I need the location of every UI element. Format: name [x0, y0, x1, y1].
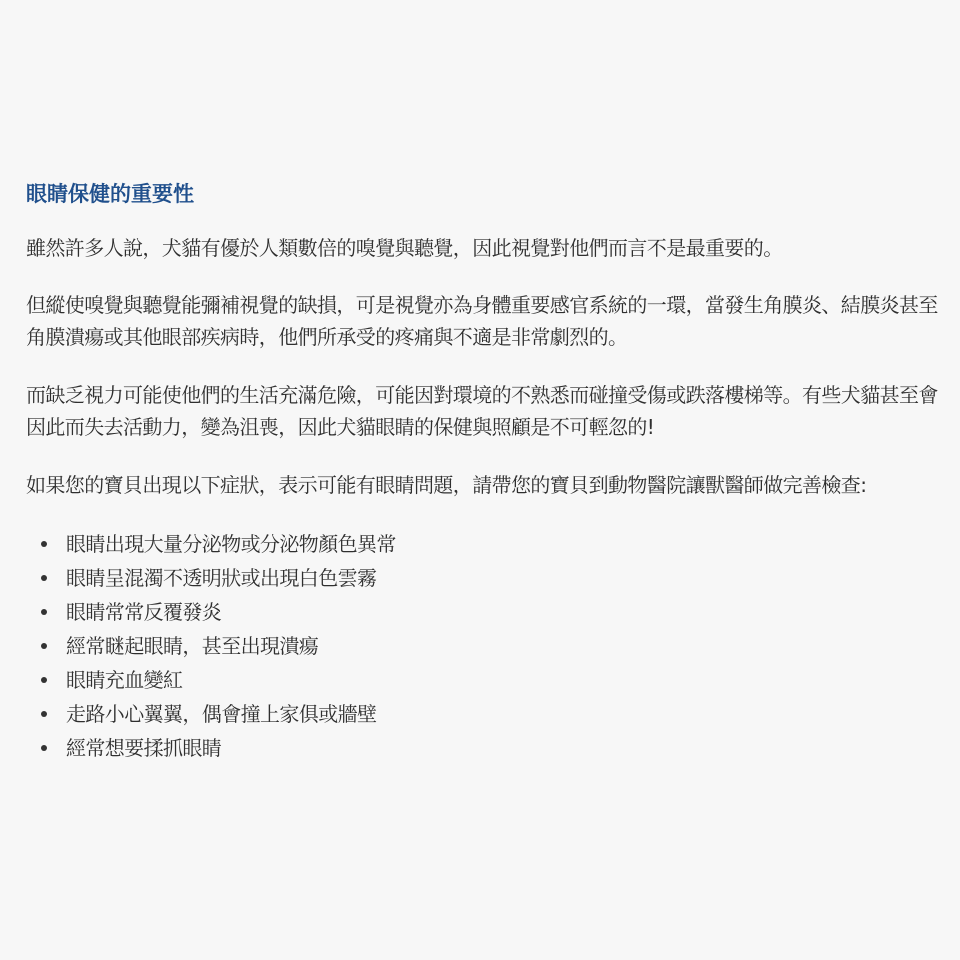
bullet-icon [41, 643, 47, 649]
list-item [26, 731, 946, 765]
symptom-text: 眼睛充血變紅 [66, 668, 183, 692]
paragraph-advice: 如果您的寶貝出現以下症狀，表示可能有眼睛問題，請帶您的寶貝到動物醫院讓獸醫師做完善檢查: [26, 473, 867, 497]
symptom-text: 經常想要揉抓眼睛 [66, 736, 222, 760]
bullet-icon [41, 677, 47, 683]
bullet-icon [41, 711, 47, 717]
symptom-text: 眼睛呈混濁不透明狀或出現白色雲霧 [66, 566, 377, 590]
bullet-icon [41, 609, 47, 615]
symptom-text: 眼睛出現大量分泌物或分泌物顏色異常 [66, 532, 396, 556]
bullet-icon [41, 745, 47, 751]
list-item [26, 595, 946, 629]
symptom-text: 走路小心翼翼，偶會撞上家俱或牆壁 [66, 702, 377, 726]
article [26, 178, 946, 765]
paragraph-intro: 雖然許多人說，犬貓有優於人類數倍的嗅覺與聽覺，因此視覺對他們而言不是最重要的。 [26, 236, 783, 260]
symptom-list [26, 527, 946, 765]
list-item [26, 561, 946, 595]
bullet-icon [41, 575, 47, 581]
paragraph-pain: 但縱使嗅覺與聽覺能彌補視覺的缺損，可是視覺亦為身體重要感官系統的一環，當發生角膜炎、結膜炎甚至角膜潰瘍或其他眼部疾病時，他們所承受的疼痛與不適是非常劇烈的。 [26, 293, 938, 349]
bullet-icon [41, 541, 47, 547]
list-item [26, 697, 946, 731]
list-item [26, 663, 946, 697]
paragraph-danger: 而缺乏視力可能使他們的生活充滿危險，可能因對環境的不熟悉而碰撞受傷或跌落樓梯等。有些犬貓甚至會因此而失去活動力，變為沮喪，因此犬貓眼睛的保健與照顧是不可輕忽的! [26, 383, 938, 439]
list-item [26, 629, 946, 663]
article-title: 眼睛保健的重要性 [26, 182, 194, 206]
symptom-text: 眼睛常常反覆發炎 [66, 600, 222, 624]
list-item [26, 527, 946, 561]
symptom-text: 經常瞇起眼睛，甚至出現潰瘍 [66, 634, 319, 658]
